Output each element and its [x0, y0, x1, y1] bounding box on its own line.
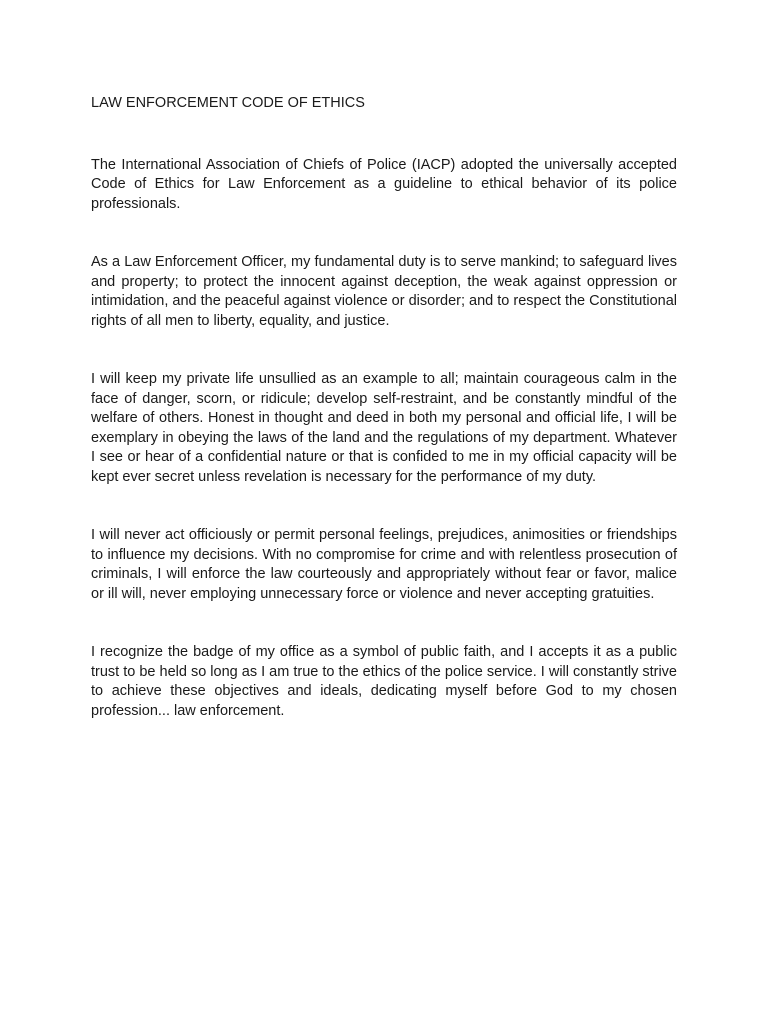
document-title: LAW ENFORCEMENT CODE OF ETHICS — [91, 95, 365, 111]
paragraph-badge-of-office: I recognize the badge of my office as a symbol of public faith, and I accepts it as a public trust to be held so long as I am true to the ethics of the police service. I will constantly strive to achieve these objectives and ideals, dedicating myself before God to my chosen profession... law enforcement. — [91, 644, 677, 719]
paragraph-private-life: I will keep my private life unsullied as an example to all; maintain courageous calm in the face of danger, scorn, or ridicule; develop self-restraint, and be constantly mindful of the welfare of others. Honest in thought and deed in both my personal and official life, I will be exemplary in obeying the laws of the land and the regulations of my department. Whatever I see or hear of a confidential nature or that is confided to me in my official capacity will be kept ever secret unless revelation is necessary for the performance of my duty. — [91, 371, 677, 485]
paragraph-iacp-intro: The International Association of Chiefs of Police (IACP) adopted the universally accepted Code of Ethics for Law Enforcement as a guideline to ethical behavior of its police professionals. — [91, 156, 677, 212]
paragraph-never-act-officiously: I will never act officiously or permit personal feelings, prejudices, animosities or friendships to influence my decisions. With no compromise for crime and with relentless prosecution of criminals, I will enforce the law courteously and appropriately without fear or favor, malice or ill will, never employing unnecessary force or violence and never accepting gratuities. — [91, 527, 677, 602]
paragraph-fundamental-duty: As a Law Enforcement Officer, my fundamental duty is to serve mankind; to safeguard lives and property; to protect the innocent against deception, the weak against oppression or intimidation, and the peaceful against violence or disorder; and to respect the Constitutional rights of all men to liberty, equality, and justice. — [91, 254, 677, 329]
document-body — [91, 94, 677, 760]
